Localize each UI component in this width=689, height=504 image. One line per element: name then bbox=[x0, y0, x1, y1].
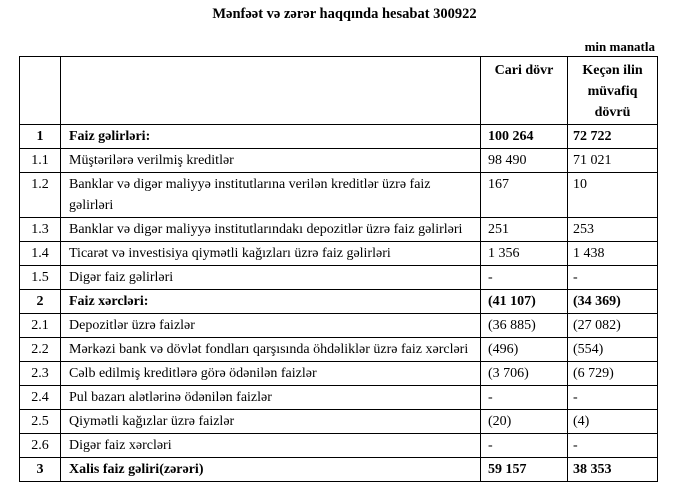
unit-label: min manatla bbox=[584, 39, 655, 54]
header-previous-period bbox=[568, 57, 658, 125]
row-current-value: 100 264 bbox=[481, 125, 568, 149]
row-number-cell: 3 bbox=[20, 458, 61, 482]
header-current-period: Cari dövr bbox=[481, 57, 568, 125]
table-row bbox=[20, 314, 658, 338]
row-previous-value: 38 353 bbox=[568, 458, 658, 482]
row-number-cell: 1.2 bbox=[20, 173, 61, 218]
table-body bbox=[20, 57, 658, 482]
row-previous-value: (554) bbox=[568, 338, 658, 362]
row-current-value: - bbox=[481, 434, 568, 458]
table-row bbox=[20, 266, 658, 290]
row-previous-value: 253 bbox=[568, 218, 658, 242]
row-current-value: (36 885) bbox=[481, 314, 568, 338]
table-row bbox=[20, 362, 658, 386]
row-current-value: (20) bbox=[481, 410, 568, 434]
table-row bbox=[20, 410, 658, 434]
row-number-cell: 2.2 bbox=[20, 338, 61, 362]
row-number-cell: 1 bbox=[20, 125, 61, 149]
row-previous-value: 72 722 bbox=[568, 125, 658, 149]
table-row bbox=[20, 458, 658, 482]
row-name-cell: Digər faiz xərcləri bbox=[61, 434, 481, 458]
row-current-value: - bbox=[481, 266, 568, 290]
row-name-cell: Cəlb edilmiş kreditlərə görə ödənilən faizlər bbox=[61, 362, 481, 386]
row-previous-value: - bbox=[568, 386, 658, 410]
row-current-value: (496) bbox=[481, 338, 568, 362]
row-name-cell: Xalis faiz gəliri(zərəri) bbox=[61, 458, 481, 482]
row-name-cell: Ticarət və investisiya qiymətli kağızları üzrə faiz gəlirləri bbox=[61, 242, 481, 266]
table-row bbox=[20, 149, 658, 173]
row-current-value: 167 bbox=[481, 173, 568, 218]
row-name-cell: Faiz gəlirləri: bbox=[61, 125, 481, 149]
row-name-cell: Qiymətli kağızlar üzrə faizlər bbox=[61, 410, 481, 434]
header-previous-line2: müvafiq bbox=[587, 84, 638, 99]
row-name-cell: Banklar və digər maliyyə institutlarındakı depozitlər üzrə faiz gəlirləri bbox=[61, 218, 481, 242]
table-row bbox=[20, 290, 658, 314]
row-number-cell: 2.5 bbox=[20, 410, 61, 434]
row-number-cell: 1.5 bbox=[20, 266, 61, 290]
table-row bbox=[20, 338, 658, 362]
row-name-cell: Mərkəzi bank və dövlət fondları qarşısında öhdəliklər üzrə faiz xərcləri bbox=[61, 338, 481, 362]
row-name-cell: Pul bazarı alətlərinə ödənilən faizlər bbox=[61, 386, 481, 410]
table-row bbox=[20, 386, 658, 410]
row-name-cell: Faiz xərcləri: bbox=[61, 290, 481, 314]
header-num-cell bbox=[20, 57, 61, 125]
report-title: Mənfəət və zərər haqqında hesabat 300922 bbox=[212, 6, 477, 22]
row-current-value: - bbox=[481, 386, 568, 410]
table-row bbox=[20, 173, 658, 218]
row-previous-value: 71 021 bbox=[568, 149, 658, 173]
header-row bbox=[20, 57, 658, 125]
row-name-cell: Depozitlər üzrə faizlər bbox=[61, 314, 481, 338]
row-previous-value: (34 369) bbox=[568, 290, 658, 314]
row-name-cell: Müştərilərə verilmiş kreditlər bbox=[61, 149, 481, 173]
header-name-cell bbox=[61, 57, 481, 125]
row-number-cell: 2.1 bbox=[20, 314, 61, 338]
income-statement-table bbox=[19, 56, 658, 482]
table-row bbox=[20, 242, 658, 266]
row-number-cell: 2 bbox=[20, 290, 61, 314]
row-current-value: 251 bbox=[481, 218, 568, 242]
header-previous-line1: Keçən ilin bbox=[582, 63, 643, 78]
row-current-value: 1 356 bbox=[481, 242, 568, 266]
table-row bbox=[20, 218, 658, 242]
row-current-value: 98 490 bbox=[481, 149, 568, 173]
row-number-cell: 1.3 bbox=[20, 218, 61, 242]
row-number-cell: 2.4 bbox=[20, 386, 61, 410]
row-current-value: 59 157 bbox=[481, 458, 568, 482]
row-name-cell: Digər faiz gəlirləri bbox=[61, 266, 481, 290]
row-current-value: (41 107) bbox=[481, 290, 568, 314]
row-name-cell: Banklar və digər maliyyə institutlarına verilən kreditlər üzrə faiz gəlirləri bbox=[61, 173, 481, 218]
row-previous-value: (4) bbox=[568, 410, 658, 434]
row-previous-value: 10 bbox=[568, 173, 658, 218]
row-previous-value: - bbox=[568, 434, 658, 458]
row-current-value: (3 706) bbox=[481, 362, 568, 386]
table-row bbox=[20, 434, 658, 458]
row-number-cell: 1.1 bbox=[20, 149, 61, 173]
row-previous-value: 1 438 bbox=[568, 242, 658, 266]
row-number-cell: 1.4 bbox=[20, 242, 61, 266]
row-number-cell: 2.3 bbox=[20, 362, 61, 386]
row-previous-value: (6 729) bbox=[568, 362, 658, 386]
row-previous-value: - bbox=[568, 266, 658, 290]
row-number-cell: 2.6 bbox=[20, 434, 61, 458]
table-row bbox=[20, 125, 658, 149]
row-previous-value: (27 082) bbox=[568, 314, 658, 338]
header-previous-line3: dövrü bbox=[594, 105, 631, 120]
